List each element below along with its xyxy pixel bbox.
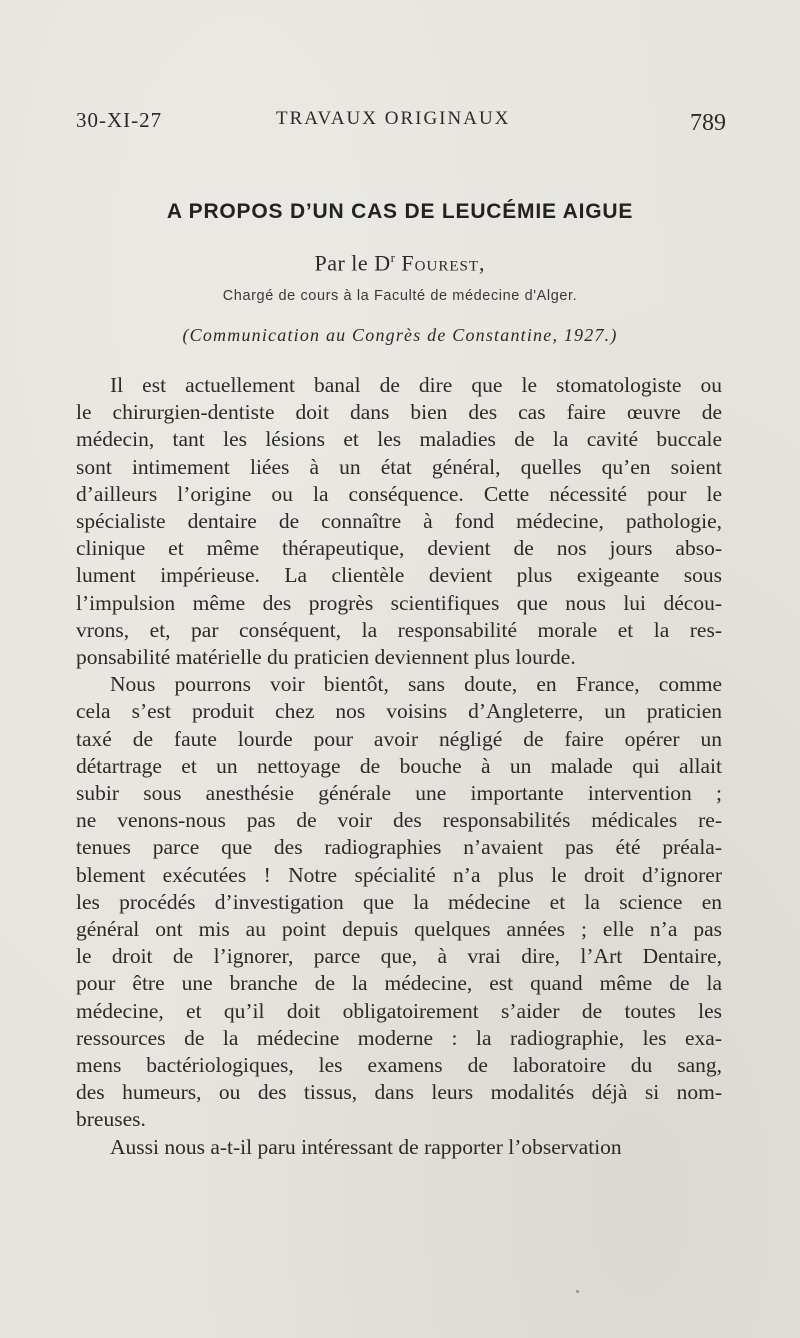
text-line: vrons, et, par conséquent, la responsabilité morale et la res-: [76, 617, 722, 642]
text-line: détartrage et un nettoyage de bouche à un malade qui allait: [76, 753, 722, 778]
byline-prefix: Par le D: [314, 250, 391, 276]
text-line: Il est actuellement banal de dire que le stomatologiste ou: [110, 373, 722, 397]
page-number: 789: [690, 110, 726, 136]
author-name: Fourest,: [401, 250, 486, 276]
text-line: clinique et même thérapeutique, devient de nos jours abso-: [76, 536, 722, 561]
text-line: breuses.: [76, 1107, 146, 1132]
byline: [0, 250, 800, 276]
text-line: spécialiste dentaire de connaître à fond médecine, pathologie,: [76, 509, 722, 534]
text-line: sont intimement liées à un état général, quelles qu’en soient: [76, 454, 722, 479]
text-line: tenues parce que des radiographies n’avaient pas été préala-: [76, 835, 722, 860]
author-affiliation: Chargé de cours à la Faculté de médecine d'Alger.: [222, 288, 578, 304]
paragraph: [76, 372, 722, 671]
running-head: [76, 108, 726, 138]
paragraph: [76, 671, 722, 1133]
issue-date: 30-XI-27: [76, 108, 163, 132]
text-line: le chirurgien-dentiste doit dans bien des cas faire œuvre de: [76, 400, 722, 425]
communication-note: (Communication au Congrès de Constantine, 1927.): [182, 325, 618, 345]
text-line: ponsabilité matérielle du praticien deviennent plus lourde.: [76, 645, 576, 670]
text-line: l’impulsion même des progrès scientifiques que nous lui décou-: [76, 590, 722, 615]
text-line: le droit de l’ignorer, parce que, à vrai dire, l’Art Dentaire,: [76, 944, 722, 969]
text-line: cela s’est produit chez nos voisins d’Angleterre, un praticien: [76, 699, 722, 724]
paragraph: [76, 1134, 722, 1161]
text-line: médecine, et qu’il doit obligatoirement s’aider de toutes les: [76, 998, 722, 1023]
text-line: lument impérieuse. La clientèle devient plus exigeante sous: [76, 563, 722, 588]
text-line: mens bactériologiques, les examens de laboratoire du sang,: [76, 1053, 722, 1078]
text-line: des humeurs, ou des tissus, dans leurs modalités déjà si nom-: [76, 1080, 722, 1105]
text-line: médecin, tant les lésions et les maladies de la cavité buccale: [76, 427, 722, 452]
print-speck: [576, 1290, 579, 1293]
text-line: Nous pourrons voir bientôt, sans doute, en France, comme: [110, 672, 722, 697]
text-line: général ont mis au point depuis quelques années ; elle n’a pas: [76, 917, 722, 942]
text-line: d’ailleurs l’origine ou la conséquence. Cette nécessité pour le: [76, 481, 722, 506]
text-line: taxé de faute lourde pour avoir négligé de faire opérer un: [76, 726, 722, 751]
text-line: subir sous anesthésie générale une importante intervention ;: [76, 781, 722, 806]
article-body: [76, 372, 722, 1161]
article-title: A PROPOS D’UN CAS DE LEUCÉMIE AIGUE: [166, 200, 634, 223]
text-line: Aussi nous a-t-il paru intéressant de rapporter l’observation: [110, 1134, 622, 1159]
text-line: blement exécutées ! Notre spécialité n’a plus le droit d’ignorer: [76, 862, 722, 887]
byline-sup: r: [390, 250, 396, 265]
text-line: pour être une branche de la médecine, est quand même de la: [76, 971, 722, 996]
text-line: ressources de la médecine moderne : la radiographie, les exa-: [76, 1025, 722, 1050]
text-line: ne venons-nous pas de voir des responsabilités médicales re-: [76, 808, 722, 833]
text-line: les procédés d’investigation que la médecine et la science en: [76, 889, 722, 914]
section-title: TRAVAUX ORIGINAUX: [276, 108, 511, 129]
